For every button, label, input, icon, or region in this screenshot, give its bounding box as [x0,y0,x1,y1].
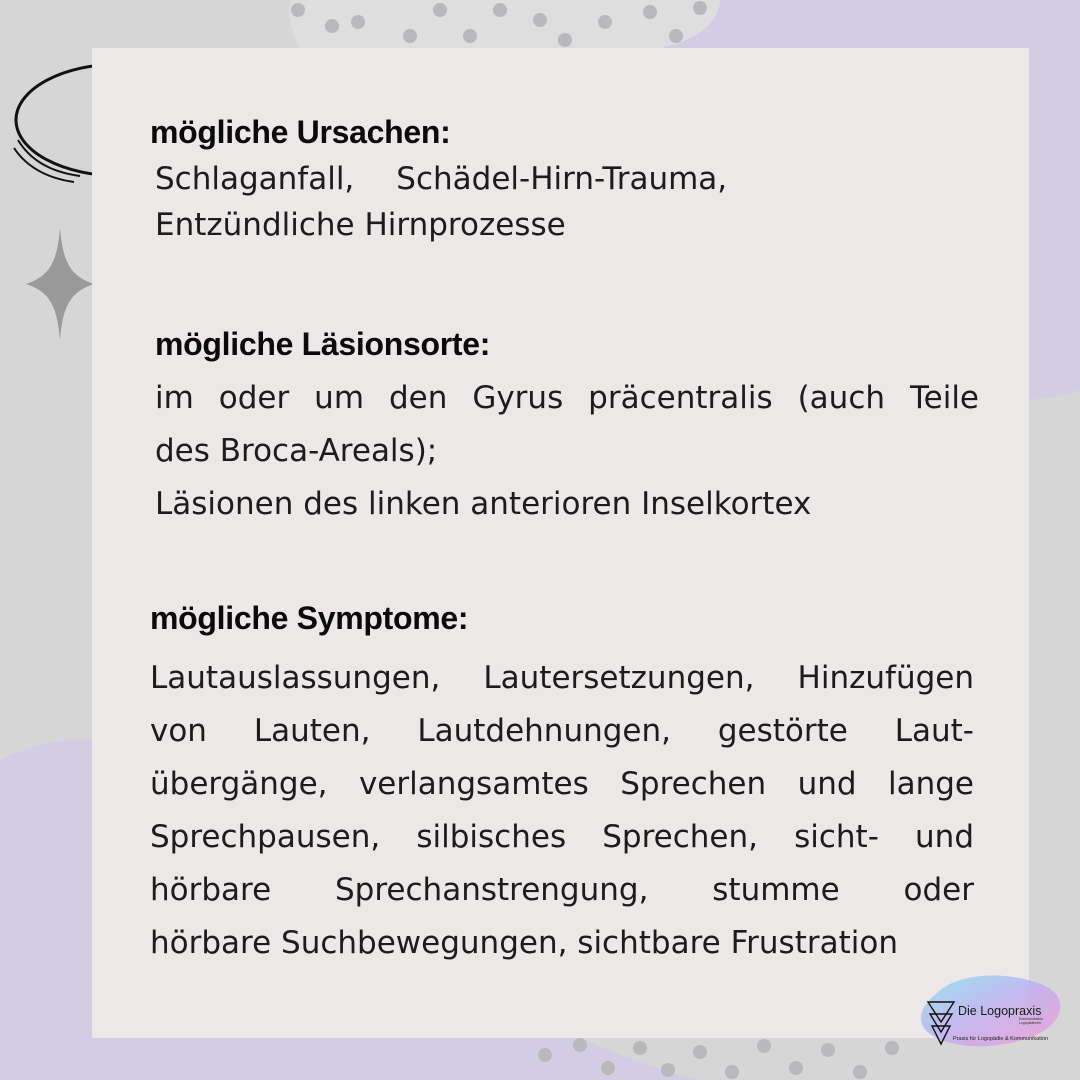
ursachen-heading: mögliche Ursachen: [150,114,451,150]
logo-tagline: Praxis für Logopädie & Kommunikation [953,1036,1049,1042]
symptome-line: hörbare Suchbewegungen, sichtbare Frustration [150,925,898,961]
section-ursachen [150,112,910,248]
section-laesionsorte [155,324,979,531]
section-symptome [150,598,974,970]
ursachen-item: Schlaganfall, [155,161,355,197]
laesionsorte-heading: mögliche Läsionsorte: [155,326,491,362]
logopraxis-logo [918,972,1068,1050]
laesionsorte-line: Läsionen des linken anterioren Inselkortex [155,486,812,522]
symptome-line: Sprechpausen, silbisches Sprechen, sicht- und [150,819,974,855]
triangle-logo-icon [926,1000,956,1050]
laesionsorte-text [155,372,979,531]
logo-subline: Logopädinnen [1019,1021,1042,1025]
ursachen-item: Entzündliche Hirnprozesse [155,207,566,243]
symptome-line: Lautauslassungen, Lautersetzungen, Hinzufügen [150,660,974,696]
symptome-heading: mögliche Symptome: [150,600,469,636]
symptome-text [150,652,974,970]
symptome-line: übergänge, verlangsamtes Sprechen und lange [150,766,974,802]
ursachen-text [155,156,910,248]
symptome-line: von Lauten, Lautdehnungen, gestörte Laut- [150,713,974,749]
ursachen-item: Schädel-Hirn-Trauma, [396,161,728,197]
symptome-line: hörbare Sprechanstrengung, stumme oder [150,872,974,908]
logo-name: Die Logopraxis [958,1004,1042,1018]
laesionsorte-line: im oder um den Gyrus präcentralis (auch Teile [155,380,979,416]
logo-subline: Kommunikation [1019,1017,1044,1021]
laesionsorte-line: des Broca-Areals); [155,433,438,469]
